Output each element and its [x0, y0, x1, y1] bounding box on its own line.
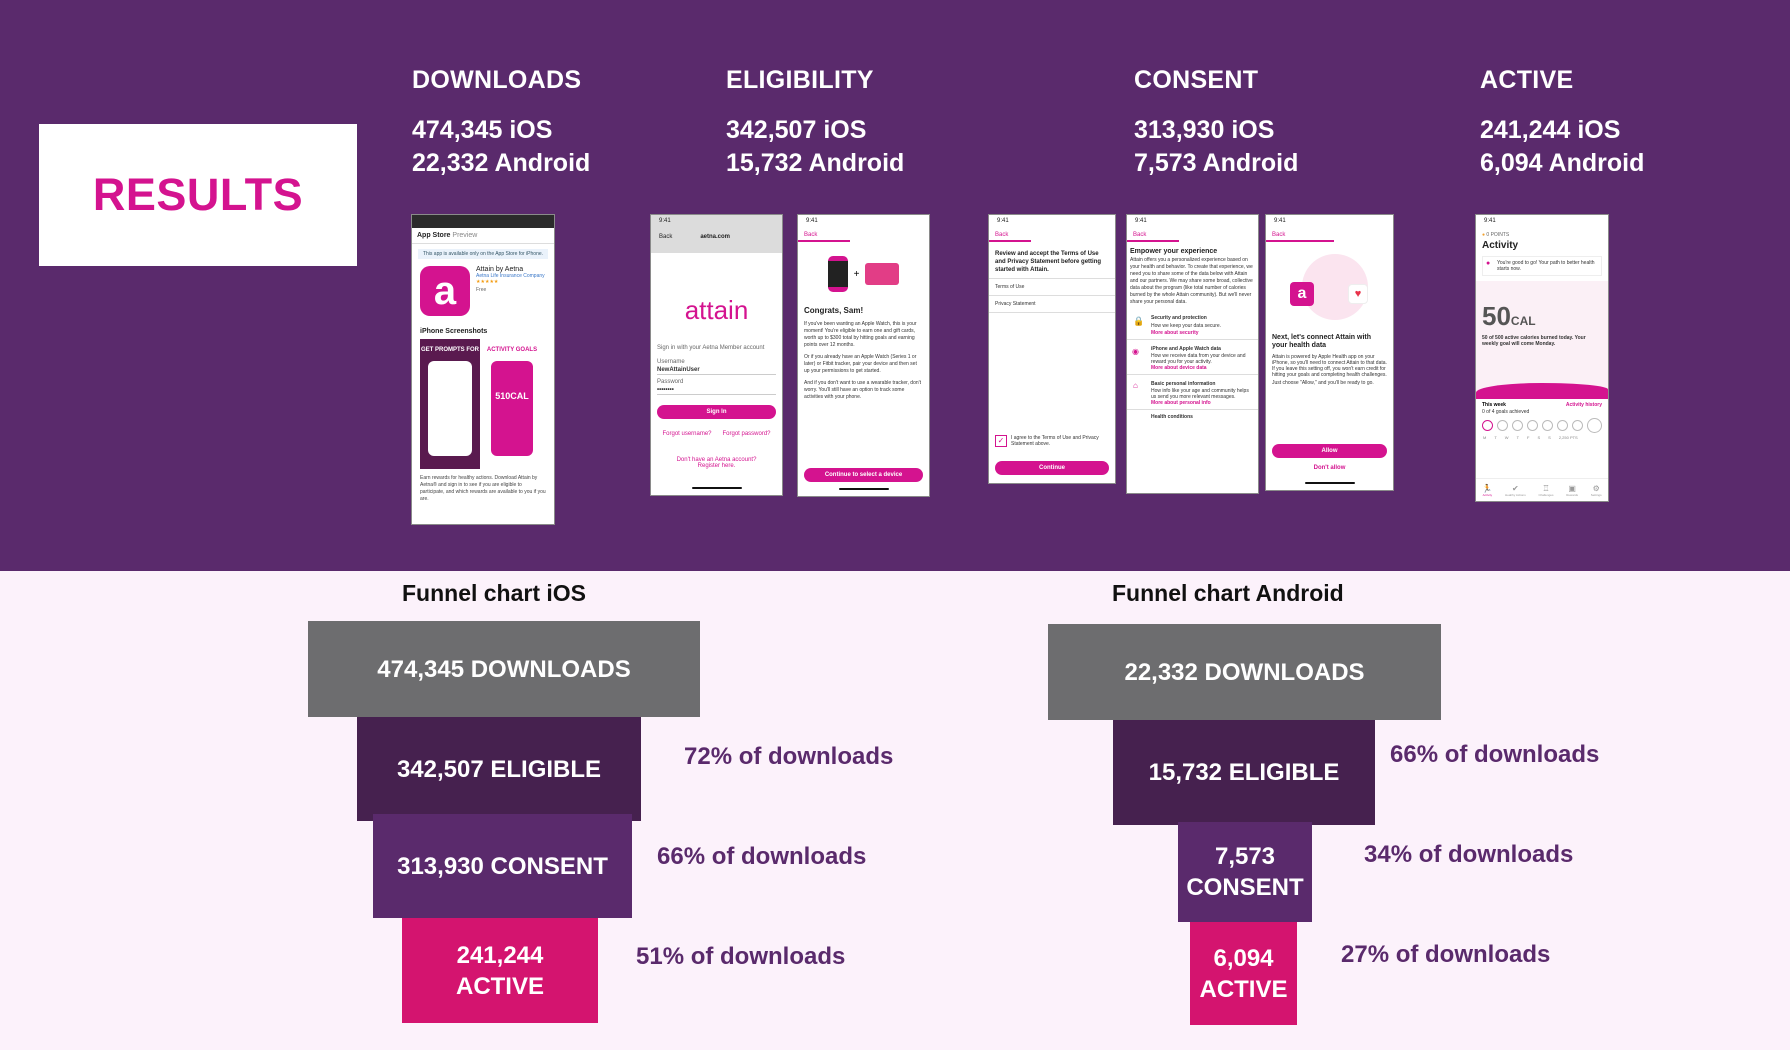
results-label: RESULTS [92, 169, 304, 220]
experience-intro: Attain offers you a personalized experience based on your health and behavior. To create that experience, we need you to share some of the data below with Attain and our partners. We may share some broad, collective data about the program (like total number of calories burned by the whole Attain community). But we'll never share your personal data. [1130, 257, 1253, 305]
runner-icon: 🏃 [1482, 483, 1493, 493]
home-indicator [839, 488, 889, 490]
health-illustration [1266, 242, 1393, 334]
congrats-paragraph-3: And if you don't want to use a wearable tracker, don't worry. You'll still have an option to track some activities with your phone. [804, 380, 921, 400]
funnel-bar-1 [1113, 720, 1375, 825]
stage-ios-count: 313,930 iOS [1134, 116, 1275, 144]
funnel-bar-label: 7,573 CONSENT [1186, 843, 1304, 901]
back-button[interactable]: Back [1266, 230, 1334, 242]
day-circles [1476, 416, 1608, 435]
funnel-bar-label: 474,345 DOWNLOADS [377, 655, 631, 683]
health-text-2: Just choose "Allow," and you'll be ready to go. [1272, 380, 1374, 386]
tab-settings[interactable] [1591, 484, 1602, 497]
no-account-text: Don't have an Aetna account? [676, 457, 757, 463]
url-bar [651, 230, 782, 244]
browser-bar [412, 215, 554, 228]
alert-icon: ● [1486, 260, 1491, 267]
app-price: Free [476, 287, 487, 293]
health-conditions-title: Health conditions [1151, 414, 1193, 420]
promo-phone-image [428, 361, 472, 456]
security-title: Security and protection [1151, 315, 1207, 321]
privacy-statement-row[interactable]: Privacy Statement [989, 296, 1115, 313]
personal-info-link[interactable]: More about personal info [1151, 400, 1211, 406]
congrats-title: Congrats, Sam! [804, 306, 864, 315]
home-indicator [692, 487, 742, 489]
lock-icon: 🔒 [1133, 316, 1145, 326]
funnel-percent-label: 51% of downloads [636, 943, 846, 970]
funnel-bar-3 [402, 918, 598, 1023]
continue-button[interactable]: Continue [995, 461, 1109, 475]
apple-watch-icon [828, 256, 848, 292]
day-circle [1482, 420, 1493, 431]
agree-text: I agree to the Terms of Use and Privacy Statement above. [1011, 435, 1099, 447]
security-section [1127, 306, 1258, 340]
stage-eligibility [726, 66, 904, 180]
day-labels [1476, 435, 1608, 440]
attain-app-icon: a [1290, 282, 1314, 306]
welcome-alert [1482, 256, 1602, 276]
congrats-paragraph-2: Or if you already have an Apple Watch (Series 1 or later) or Fitbit tracker, pair your device and then set up your permissions to get started. [804, 354, 917, 374]
tab-healthy-actions[interactable] [1505, 484, 1526, 497]
home-indicator [1305, 482, 1355, 484]
funnel-percent-label: 72% of downloads [684, 743, 894, 770]
day-label: T [1494, 435, 1497, 440]
calorie-count [1482, 301, 1536, 332]
tab-bar [1476, 478, 1608, 501]
trophy-icon: ♖ [1542, 483, 1550, 493]
tab-label: Rewards [1566, 492, 1579, 497]
funnel-bar-label: 241,244 ACTIVE [455, 941, 544, 1000]
stage-title: CONSENT [1134, 66, 1259, 94]
status-bar-time: 9:41 [659, 218, 671, 224]
security-text: How we keep your data secure. [1151, 323, 1222, 329]
url-text: aetna.com [700, 234, 731, 240]
tab-label: Healthy Actions [1505, 492, 1526, 497]
gift-icon: ▣ [1568, 483, 1576, 493]
day-circle [1527, 420, 1538, 431]
funnel-bar-label: 313,930 CONSENT [397, 852, 608, 880]
app-company: Aetna Life Insurance Company [476, 273, 545, 279]
chart-title: Funnel chart iOS [402, 580, 587, 606]
stage-title: ELIGIBILITY [726, 66, 874, 94]
personal-info-title: Basic personal information [1151, 381, 1216, 387]
stage-active [1480, 66, 1644, 180]
device-data-text: How we receive data from your device and reward you for your activity. [1151, 353, 1246, 365]
weekly-points: 2,250 PTS [1558, 435, 1578, 440]
stage-android-count: 7,573 Android [1134, 149, 1299, 177]
activity-screen [1475, 214, 1609, 502]
funnel-percent-label: 27% of downloads [1341, 941, 1551, 968]
alert-text: You're good to go! Your path to better health starts now. [1497, 260, 1595, 272]
tab-label: Activity [1482, 492, 1493, 497]
agree-checkbox[interactable]: ✓ [995, 435, 1007, 447]
tab-challenges[interactable] [1538, 484, 1553, 497]
congrats-paragraph-1: If you've been wanting an Apple Watch, this is your moment! You're eligible to earn one and gift cards, worth up to $300 total by hitting goals and earning points over 12 months. [804, 321, 917, 348]
funnel-bar-0 [1048, 624, 1441, 720]
star-rating-icon: ★★★★★ [476, 279, 499, 285]
appstore-notice: This app is available only on the App Store for iPhone. [418, 249, 548, 259]
tab-activity[interactable] [1482, 484, 1492, 497]
terms-title: Review and accept the Terms of Use and Privacy Statement before getting started with Attain. [995, 251, 1102, 273]
points-text: 0 POINTS [1486, 232, 1510, 238]
funnel-bar-label: 6,094 ACTIVE [1199, 944, 1288, 1003]
signin-intro: Sign in with your Aetna Member account [657, 345, 765, 351]
gift-card-icon [865, 263, 899, 285]
gear-icon: ⚙ [1592, 483, 1600, 493]
activity-history-link[interactable]: Activity history [1565, 402, 1602, 408]
coin-icon: ● [1482, 232, 1486, 238]
calorie-unit: CAL [1510, 314, 1536, 328]
security-link[interactable]: More about security [1151, 330, 1199, 336]
weekly-star-icon [1587, 418, 1602, 433]
funnel-percent-label: 66% of downloads [1390, 741, 1600, 768]
stage-title: DOWNLOADS [412, 66, 582, 94]
promo-screenshot-1 [420, 339, 480, 469]
status-bar-time: 9:41 [1484, 218, 1496, 224]
funnel-bar-label: 22,332 DOWNLOADS [1124, 658, 1365, 686]
personal-info-text: How info like your age and community helps us send you more relevant messages. [1151, 388, 1249, 400]
day-circle [1557, 420, 1568, 431]
funnel-bar-2 [373, 814, 632, 918]
funnel-bar-1 [357, 717, 641, 821]
continue-select-device-button[interactable]: Continue to select a device [804, 468, 923, 482]
stage-ios-count: 241,244 iOS [1480, 116, 1621, 144]
attain-logo: attain [684, 295, 749, 325]
week-label: This week [1482, 402, 1506, 408]
personal-info-section [1127, 375, 1258, 410]
congrats-screen [797, 214, 930, 497]
safari-back-button[interactable]: Back [659, 234, 673, 240]
status-bar-time: 9:41 [1135, 218, 1147, 224]
funnel-bar-0 [308, 621, 700, 717]
funnel-percent-label: 66% of downloads [657, 843, 867, 870]
stage-ios-count: 474,345 iOS [412, 116, 553, 144]
signin-screen [650, 214, 783, 496]
funnel-bar-3 [1190, 922, 1297, 1025]
tab-rewards[interactable] [1566, 484, 1578, 497]
status-bar-time: 9:41 [997, 218, 1009, 224]
terms-of-use-row[interactable]: Terms of Use [989, 278, 1115, 296]
screenshot-gallery [412, 339, 554, 469]
funnel-bar-label: 342,507 ELIGIBLE [396, 755, 602, 783]
results-label-box [39, 124, 357, 266]
terms-screen [988, 214, 1116, 484]
safari-header [651, 215, 782, 253]
home-icon: ⌂ [1133, 381, 1138, 390]
appstore-header-title: App Store [417, 232, 451, 239]
agree-row [995, 435, 1109, 447]
health-text: Attain is powered by Apple Health app on your iPhone, so you'll need to connect Attain to that data. If you leave this setting off, you won't earn credit for hitting your goals and completing health challenges. [1272, 354, 1387, 378]
promo-cal-image [491, 361, 533, 456]
stage-ios-count: 342,507 iOS [726, 116, 867, 144]
promo-screenshot-2 [486, 339, 538, 469]
goals-achieved: 0 of 4 goals achieved [1482, 409, 1530, 415]
health-heart-icon: ♥ [1348, 284, 1368, 304]
stage-title: ACTIVE [1480, 66, 1574, 94]
calorie-card [1476, 281, 1608, 399]
app-info [412, 264, 554, 318]
username-field[interactable]: NewAttainUser [657, 366, 776, 375]
health-title: Next, let's connect Attain with your health data [1272, 334, 1372, 349]
tab-label: Challenges [1538, 492, 1554, 497]
calorie-subtext: 50 of 500 active calories burned today. Your weekly goal will come Monday. [1482, 335, 1586, 347]
app-icon: a [420, 266, 470, 316]
allow-button[interactable]: Allow [1272, 444, 1387, 458]
stage-android-count: 6,094 Android [1480, 149, 1645, 177]
back-button[interactable]: Back [798, 230, 850, 242]
device-illustration [798, 256, 929, 292]
username-label: Username [657, 359, 685, 365]
day-label: S [1537, 435, 1541, 440]
promo-cal-text: 510CAL [495, 391, 529, 401]
forgot-username-link[interactable]: Forgot username? [662, 431, 712, 437]
activity-title: Activity [1482, 240, 1519, 251]
appstore-header [412, 228, 554, 244]
password-label: Password [657, 379, 684, 385]
device-data-link[interactable]: More about device data [1151, 365, 1207, 371]
calorie-wave [1476, 383, 1608, 399]
stage-downloads [412, 66, 590, 180]
health-connect-screen [1265, 214, 1394, 491]
day-circle [1512, 420, 1523, 431]
check-icon: ✔ [1512, 483, 1519, 493]
week-row [1476, 399, 1608, 408]
appstore-header-sub: Preview [452, 232, 478, 239]
device-data-section [1127, 340, 1258, 375]
promo-text: GET PROMPTS FOR [420, 347, 479, 353]
appstore-screen [411, 214, 555, 525]
back-button[interactable]: Back [1127, 230, 1179, 242]
funnel-bar-label: 15,732 ELIGIBLE [1148, 759, 1340, 786]
dont-allow-link[interactable]: Don't allow [1313, 465, 1346, 471]
app-name: Attain by Aetna [476, 266, 524, 273]
tab-label: Settings [1590, 492, 1602, 497]
calorie-number: 50 [1482, 301, 1511, 331]
chart-title: Funnel chart Android [1112, 580, 1344, 606]
experience-title: Empower your experience [1130, 248, 1218, 255]
points-badge [1476, 230, 1608, 240]
stage-android-count: 15,732 Android [726, 149, 905, 177]
device-data-title: iPhone and Apple Watch data [1151, 346, 1221, 352]
status-bar-time: 9:41 [806, 218, 818, 224]
forgot-password-link[interactable]: Forgot password? [722, 431, 771, 437]
watch-signal-icon: ◉ [1132, 347, 1139, 356]
day-circle [1542, 420, 1553, 431]
signin-button[interactable]: Sign In [657, 405, 776, 419]
day-circle [1572, 420, 1583, 431]
day-label: S [1548, 435, 1551, 440]
screenshots-heading: iPhone Screenshots [420, 328, 488, 335]
day-label: T [1516, 435, 1520, 440]
app-description: Earn rewards for healthy actions. Download Attain by Aetna® and sign in to see if you are eligible to participate, and which rewards are available to you if you are. [420, 475, 546, 502]
stage-consent [1134, 66, 1298, 180]
day-label: F [1527, 435, 1530, 440]
app-meta [476, 266, 545, 316]
day-label: M [1483, 435, 1487, 440]
funnel-bar-2 [1178, 822, 1312, 922]
day-circle [1497, 420, 1508, 431]
status-bar-time: 9:41 [1274, 218, 1286, 224]
experience-screen [1126, 214, 1259, 494]
promo-text: ACTIVITY GOALS [486, 347, 538, 353]
funnel-percent-label: 34% of downloads [1364, 841, 1574, 868]
stage-android-count: 22,332 Android [412, 149, 591, 177]
password-field[interactable]: •••••••• [657, 386, 776, 395]
back-button[interactable]: Back [989, 230, 1031, 242]
plus-icon: + [853, 268, 860, 280]
register-link[interactable]: Register here. [697, 463, 736, 469]
day-label: W [1504, 435, 1509, 440]
